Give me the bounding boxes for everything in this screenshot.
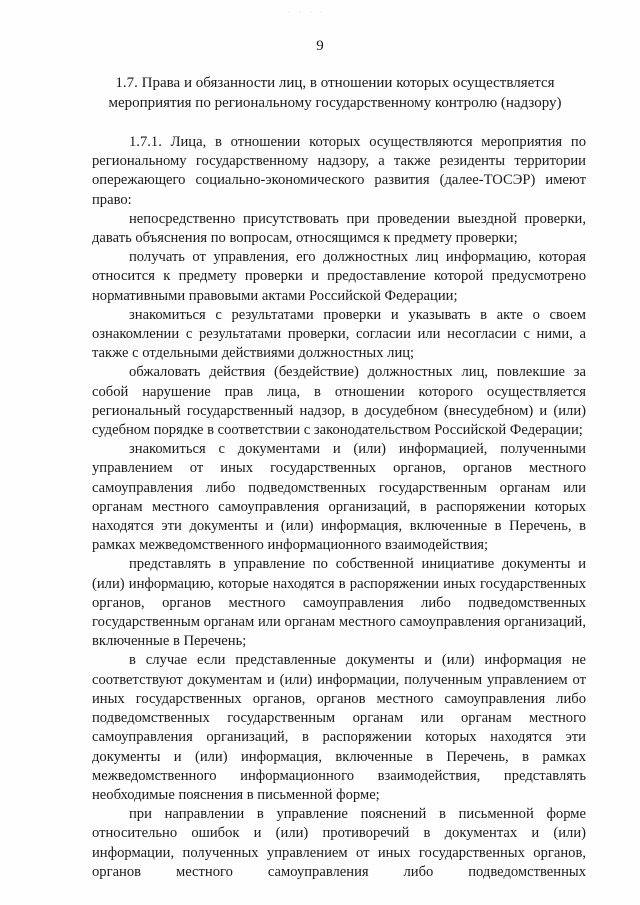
paragraph-provide-explanations: в случае если представленные документы и (или) информация не соответствуют документам и (или) информации, полученным управлением от иных государственных органов, органов местного самоуправления либо подведомственных государственным органам или органам местного самоуправления организаций, в распоряжении которых находятся эти документы и (или) информация, включенные в Перечень, в рамках межведомственного информационного взаимодействия, представлять необходимые пояснения в письменной форме; bbox=[92, 652, 586, 803]
paragraph-1-7-1: 1.7.1. Лица, в отношении которых осуществляются мероприятия по региональному государственному надзору, а также резиденты территории опережающего социально-экономического развития (далее-ТОСЭР) имеют право: bbox=[92, 134, 586, 208]
document-body bbox=[92, 133, 586, 882]
section-heading bbox=[90, 73, 580, 113]
paragraph-send-explanations: при направлении в управление пояснений в письменной форме относительно ошибок и (или) противоречий в документах и (или) информации, полученных управлением от иных государственных органов, органов местного самоуправления либо подведомственных bbox=[92, 806, 586, 880]
page-number: 9 bbox=[316, 38, 324, 54]
paragraph-submit-documents: представлять в управление по собственной инициативе документы и (или) информацию, которые находятся в распоряжении иных государственных органов, органов местного самоуправления либо подведомственных государственным органам или органам местного самоуправления организаций, включенные в Перечень; bbox=[92, 556, 586, 650]
paragraph-receive-information: получать от управления, его должностных лиц информацию, которая относится к предмету проверки и предоставление которой предусмотрено нормативными правовыми актами Российской Федерации; bbox=[92, 249, 586, 304]
paragraph-attend-inspection: непосредственно присутствовать при проведении выездной проверки, давать объяснения по вопросам, относящимся к предмету проверки; bbox=[92, 210, 586, 247]
paragraph-review-documents: знакомиться с документами и (или) информацией, полученными управлением от иных государственных органов, органов местного самоуправления либо подведомственных государственным органам или органам местного самоуправления организаций, в распоряжении которых находятся эти документы и (или) информация, включенные в Перечень, в рамках межведомственного информационного взаимодействия; bbox=[92, 441, 586, 554]
section-heading-line-1: 1.7. Права и обязанности лиц, в отношении которых осуществляется bbox=[115, 75, 555, 91]
paragraph-appeal-actions: обжаловать действия (бездействие) должностных лиц, повлекшие за собой нарушение прав лица, в отношении которого осуществляется региональный государственный надзор, в досудебном (внесудебном) и (или) судебном порядке в соответствии с законодательством Российской Федерации; bbox=[92, 364, 586, 439]
paragraph-review-results: знакомиться с результатами проверки и указывать в акте о своем ознакомлении с результатами проверки, согласии или несогласии с ними, а также с отдельными действиями должностных лиц; bbox=[92, 306, 586, 362]
scan-artifact: · · · · bbox=[288, 8, 326, 17]
section-heading-line-2: мероприятия по региональному государственному контролю (надзору) bbox=[108, 95, 562, 111]
